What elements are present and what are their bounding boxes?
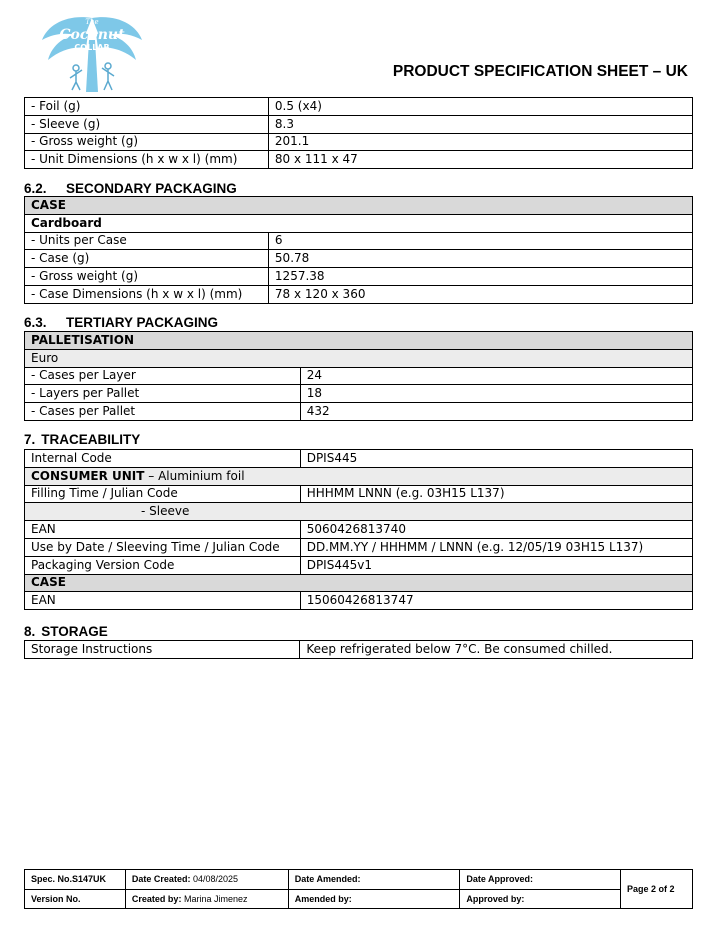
table-row: EAN 15060426813747 — [25, 592, 693, 610]
table-row: - Unit Dimensions (h x w x l) (mm) 80 x 111 x 47 — [25, 151, 693, 169]
company-logo — [38, 10, 146, 92]
table-row: - Layers per Pallet 18 — [25, 385, 693, 403]
spec-number: Spec. No.S147UK — [25, 870, 126, 890]
traceability-table — [24, 449, 693, 610]
section-heading-storage: 8. STORAGE — [24, 624, 108, 639]
table-header-row: CONSUMER UNIT – Aluminium foil — [25, 467, 693, 485]
section-heading-tertiary: 6.3. TERTIARY PACKAGING — [24, 315, 219, 330]
table-row: - Units per Case 6 — [25, 232, 693, 250]
table-row: - Case Dimensions (h x w x l) (mm) 78 x 120 x 360 — [25, 285, 693, 303]
table-row: - Case (g) 50.78 — [25, 250, 693, 268]
table-row: - Cases per Pallet 432 — [25, 403, 693, 421]
table-row: EAN 5060426813740 — [25, 521, 693, 539]
amended-by: Amended by: — [288, 889, 460, 909]
table-row: - Foil (g) 0.5 (x4) — [25, 98, 693, 116]
date-created: Date Created: 04/08/2025 — [125, 870, 288, 890]
table-row: - Gross weight (g) 1257.38 — [25, 268, 693, 286]
table-header-row: CASE — [25, 197, 693, 215]
table-row: Filling Time / Julian Code HHHMM LNNN (e.g. 03H15 L137) — [25, 485, 693, 503]
table-row: Internal Code DPIS445 — [25, 450, 693, 468]
page-number: Page 2 of 2 — [621, 870, 693, 909]
created-by: Created by: Marina Jimenez — [125, 889, 288, 909]
version-number: Version No. — [25, 889, 126, 909]
table-row: Cardboard — [25, 214, 693, 232]
svg-text:Coconut: Coconut — [59, 27, 125, 43]
primary-packaging-table — [24, 97, 693, 169]
svg-text:COLLAB: COLLAB — [74, 43, 110, 52]
table-row: - Sleeve (g) 8.3 — [25, 115, 693, 133]
table-row: Storage Instructions Keep refrigerated below 7°C. Be consumed chilled. — [25, 641, 693, 659]
storage-table — [24, 640, 693, 659]
secondary-packaging-table — [24, 196, 693, 304]
table-header-row: PALLETISATION — [25, 332, 693, 350]
page-title: PRODUCT SPECIFICATION SHEET – UK — [392, 63, 688, 80]
table-row: - Gross weight (g) 201.1 — [25, 133, 693, 151]
approved-by: Approved by: — [460, 889, 621, 909]
date-amended: Date Amended: — [288, 870, 460, 890]
svg-text:The: The — [85, 18, 99, 26]
footer-row — [25, 870, 693, 890]
table-row: - Cases per Layer 24 — [25, 367, 693, 385]
footer-row — [25, 889, 693, 909]
date-approved: Date Approved: — [460, 870, 621, 890]
section-heading-secondary: 6.2. SECONDARY PACKAGING — [24, 181, 237, 196]
tertiary-packaging-table — [24, 331, 693, 421]
section-heading-traceability: 7. TRACEABILITY — [24, 432, 141, 447]
table-header-row: - Sleeve — [25, 503, 693, 521]
table-row: Use by Date / Sleeving Time / Julian Code DD.MM.YY / HHHMM / LNNN (e.g. 12/05/19 03H15 L137) — [25, 538, 693, 556]
table-row: Packaging Version Code DPIS445v1 — [25, 556, 693, 574]
table-row: Euro — [25, 349, 693, 367]
document-footer — [24, 869, 693, 909]
table-header-row: CASE — [25, 574, 693, 592]
